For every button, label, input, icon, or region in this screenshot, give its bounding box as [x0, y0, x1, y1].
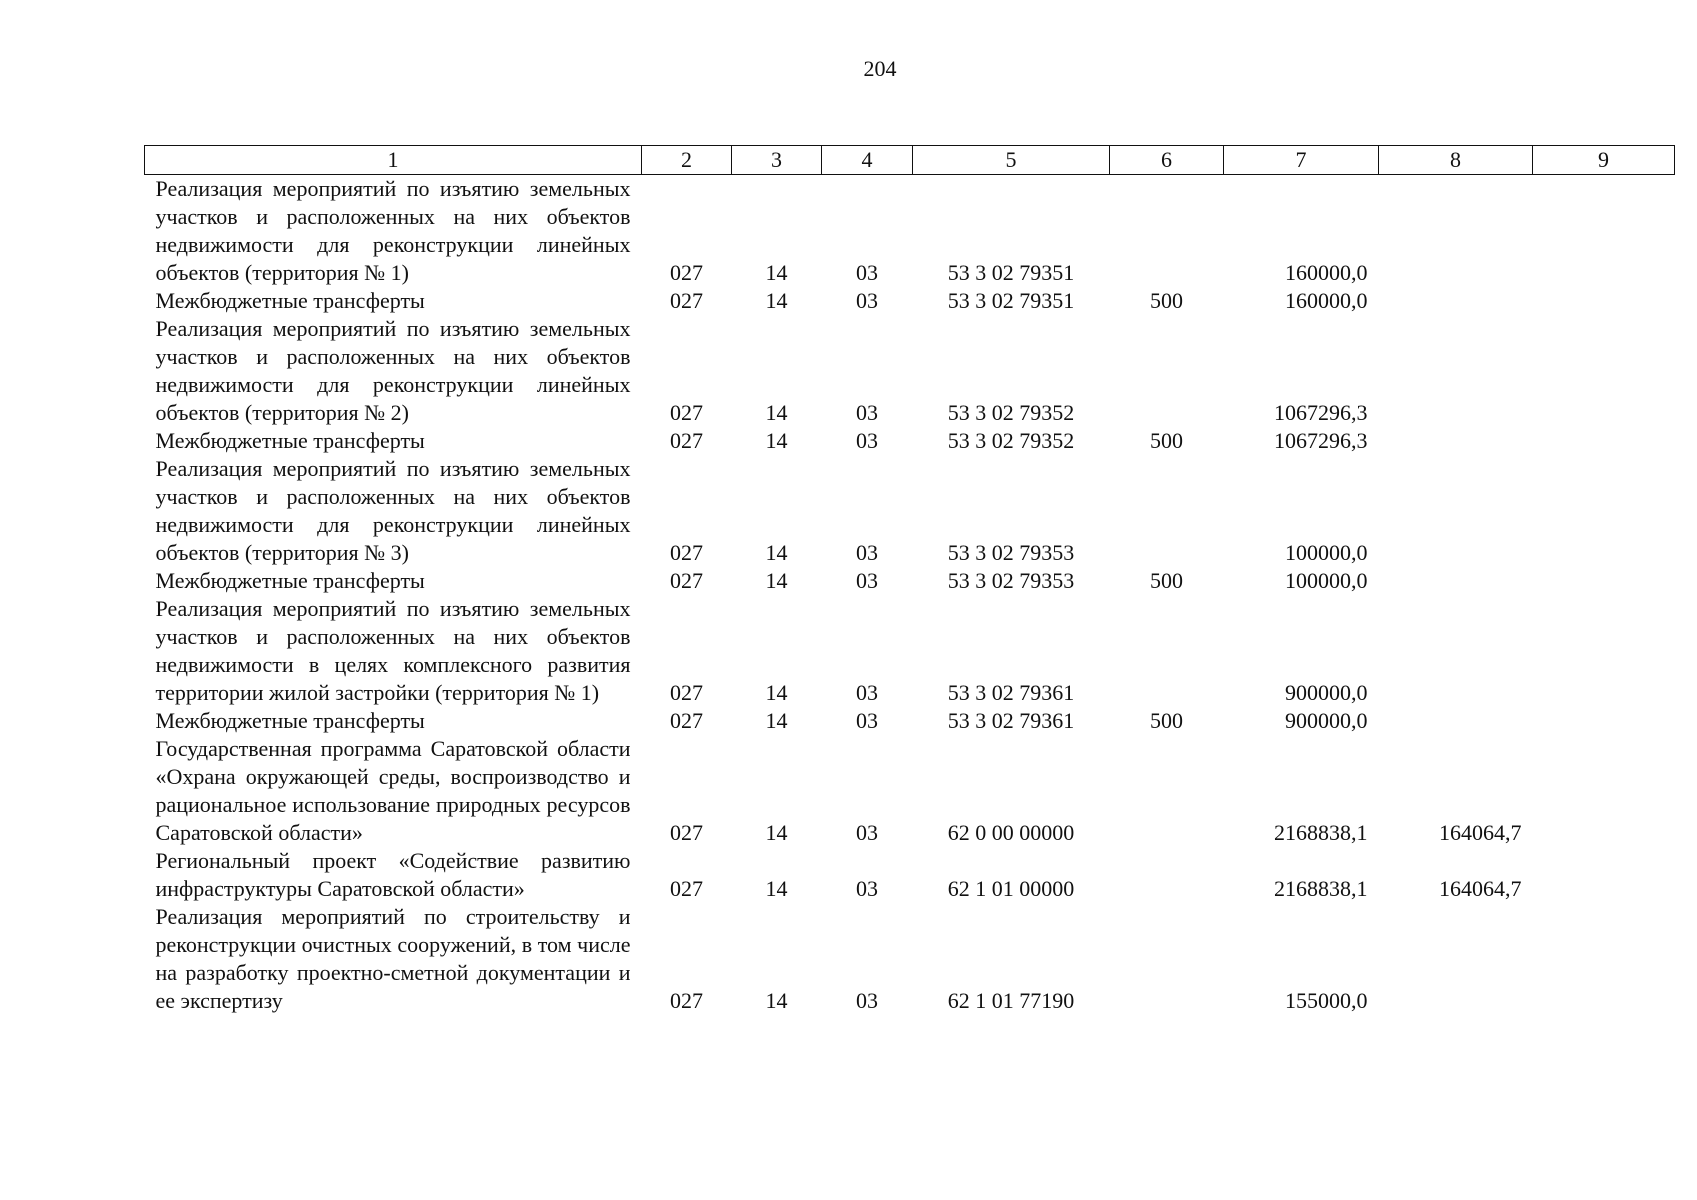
subsection-code: 03 — [856, 680, 878, 705]
amount-col-8 — [1379, 707, 1533, 735]
item-name: Реализация мероприятий по изъятию земельных участков и расположенных на них объектов недвижимости для реконструкции линейных объектов (территория № 2) — [155, 316, 631, 425]
target-article: 53 3 02 79353 — [947, 540, 1075, 565]
ministry-code: 027 — [670, 260, 703, 285]
ministry-code: 027 — [670, 568, 703, 593]
ministry-code: 027 — [670, 988, 703, 1013]
expense-type — [1110, 595, 1224, 707]
amount-col-8 — [1379, 595, 1533, 707]
target-article: 53 3 02 79351 — [947, 260, 1075, 285]
item-name: Межбюджетные трансферты — [155, 428, 425, 453]
column-header: 3 — [732, 146, 822, 175]
amount-col-9 — [1533, 595, 1675, 707]
ministry-code: 027 — [670, 400, 703, 425]
amount-col-9 — [1533, 903, 1675, 1015]
subsection-code: 03 — [856, 400, 878, 425]
amount-col-7: 100000,0 — [1285, 540, 1368, 565]
table-row — [145, 847, 1675, 903]
section-code: 14 — [765, 680, 788, 705]
amount-col-9 — [1533, 287, 1675, 315]
subsection-code: 03 — [856, 568, 878, 593]
amount-col-9 — [1533, 175, 1675, 288]
amount-col-9 — [1533, 315, 1675, 427]
target-article: 62 1 01 77190 — [947, 988, 1075, 1013]
item-name: Межбюджетные трансферты — [155, 708, 425, 733]
expense-type — [1110, 315, 1224, 427]
subsection-code: 03 — [856, 260, 878, 285]
target-article: 53 3 02 79361 — [947, 708, 1075, 733]
subsection-code: 03 — [856, 288, 878, 313]
item-name: Реализация мероприятий по изъятию земельных участков и расположенных на них объектов недвижимости для реконструкции линейных объектов (территория № 1) — [155, 176, 631, 285]
amount-col-8 — [1379, 175, 1533, 288]
target-article: 62 1 01 00000 — [947, 876, 1075, 901]
subsection-code: 03 — [856, 820, 878, 845]
subsection-code: 03 — [856, 540, 878, 565]
section-code: 14 — [765, 568, 788, 593]
section-code: 14 — [765, 260, 788, 285]
amount-col-7: 2168838,1 — [1274, 820, 1368, 845]
section-code: 14 — [765, 876, 788, 901]
amount-col-7: 160000,0 — [1285, 288, 1368, 313]
amount-col-8 — [1379, 315, 1533, 427]
section-code: 14 — [765, 708, 788, 733]
amount-col-8 — [1379, 455, 1533, 567]
column-header: 6 — [1110, 146, 1224, 175]
expense-type — [1110, 903, 1224, 1015]
table-row — [145, 735, 1675, 847]
expense-type — [1110, 847, 1224, 903]
expense-type: 500 — [1150, 568, 1183, 593]
column-header: 9 — [1533, 146, 1675, 175]
section-code: 14 — [765, 820, 788, 845]
amount-col-7: 900000,0 — [1285, 708, 1368, 733]
ministry-code: 027 — [670, 820, 703, 845]
section-code: 14 — [765, 988, 788, 1013]
amount-col-7: 1067296,3 — [1274, 400, 1368, 425]
section-code: 14 — [765, 400, 788, 425]
column-header: 7 — [1224, 146, 1379, 175]
item-name: Региональный проект «Содействие развитию инфраструктуры Саратовской области» — [155, 848, 631, 901]
subsection-code: 03 — [856, 988, 878, 1013]
amount-col-9 — [1533, 847, 1675, 903]
amount-col-8 — [1379, 567, 1533, 595]
target-article: 62 0 00 00000 — [947, 820, 1075, 845]
ministry-code: 027 — [670, 428, 703, 453]
target-article: 53 3 02 79352 — [947, 428, 1075, 453]
expense-type: 500 — [1150, 428, 1183, 453]
table-row — [145, 287, 1675, 315]
subsection-code: 03 — [856, 708, 878, 733]
column-header: 8 — [1379, 146, 1533, 175]
target-article: 53 3 02 79352 — [947, 400, 1075, 425]
ministry-code: 027 — [670, 708, 703, 733]
amount-col-7: 900000,0 — [1285, 680, 1368, 705]
amount-col-7: 100000,0 — [1285, 568, 1368, 593]
table-row — [145, 315, 1675, 427]
ministry-code: 027 — [670, 288, 703, 313]
item-name: Межбюджетные трансферты — [155, 568, 425, 593]
subsection-code: 03 — [856, 428, 878, 453]
amount-col-8: 164064,7 — [1439, 820, 1522, 845]
target-article: 53 3 02 79361 — [947, 680, 1075, 705]
table-row — [145, 903, 1675, 1015]
subsection-code: 03 — [856, 876, 878, 901]
amount-col-7: 160000,0 — [1285, 260, 1368, 285]
ministry-code: 027 — [670, 876, 703, 901]
column-header: 5 — [913, 146, 1110, 175]
budget-table — [144, 145, 1675, 1015]
ministry-code: 027 — [670, 680, 703, 705]
item-name: Реализация мероприятий по изъятию земельных участков и расположенных на них объектов недвижимости в целях комплексного развития территории жилой застройки (территория № 1) — [155, 596, 631, 705]
target-article: 53 3 02 79351 — [947, 288, 1075, 313]
amount-col-7: 1067296,3 — [1274, 428, 1368, 453]
target-article: 53 3 02 79353 — [947, 568, 1075, 593]
item-name: Межбюджетные трансферты — [155, 288, 425, 313]
table-row — [145, 427, 1675, 455]
amount-col-9 — [1533, 707, 1675, 735]
amount-col-8 — [1379, 287, 1533, 315]
expense-type — [1110, 735, 1224, 847]
amount-col-8 — [1379, 903, 1533, 1015]
table-row — [145, 707, 1675, 735]
header-row — [145, 146, 1675, 175]
item-name: Государственная программа Саратовской области «Охрана окружающей среды, воспроизводство и рациональное использование природных ресурсов Саратовской области» — [155, 736, 631, 845]
table-row — [145, 567, 1675, 595]
section-code: 14 — [765, 428, 788, 453]
item-name: Реализация мероприятий по строительству и реконструкции очистных сооружений, в том числе на разработку проектно-сметной документации и ее экспертизу — [155, 904, 631, 1013]
table-row — [145, 595, 1675, 707]
column-header: 1 — [145, 146, 642, 175]
page-number: 204 — [863, 56, 897, 81]
amount-col-9 — [1533, 735, 1675, 847]
expense-type — [1110, 455, 1224, 567]
amount-col-7: 155000,0 — [1285, 988, 1368, 1013]
table-row — [145, 455, 1675, 567]
section-code: 14 — [765, 540, 788, 565]
column-header: 4 — [822, 146, 913, 175]
ministry-code: 027 — [670, 540, 703, 565]
item-name: Реализация мероприятий по изъятию земельных участков и расположенных на них объектов недвижимости для реконструкции линейных объектов (территория № 3) — [155, 456, 631, 565]
column-header: 2 — [642, 146, 732, 175]
amount-col-9 — [1533, 427, 1675, 455]
expense-type: 500 — [1150, 708, 1183, 733]
amount-col-8: 164064,7 — [1439, 876, 1522, 901]
expense-type — [1110, 175, 1224, 288]
amount-col-8 — [1379, 427, 1533, 455]
amount-col-9 — [1533, 455, 1675, 567]
table-row — [145, 175, 1675, 288]
amount-col-7: 2168838,1 — [1274, 876, 1368, 901]
amount-col-9 — [1533, 567, 1675, 595]
expense-type: 500 — [1150, 288, 1183, 313]
section-code: 14 — [765, 288, 788, 313]
